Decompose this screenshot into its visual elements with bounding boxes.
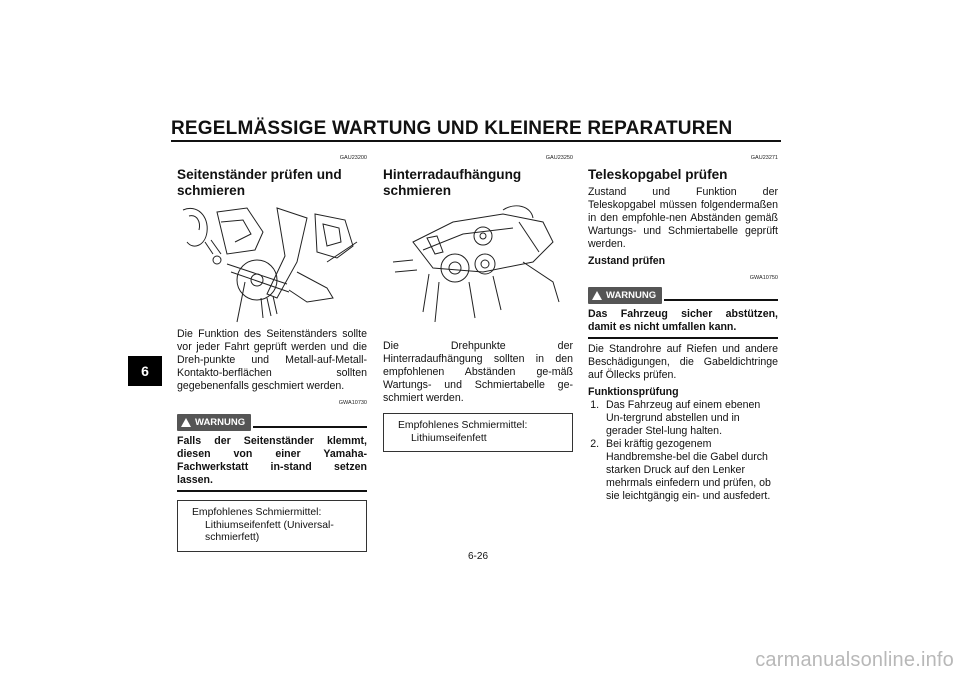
warning-code: GWA10750	[749, 275, 778, 281]
warning-end-rule	[588, 337, 778, 339]
warning-text: Falls der Seitenständer klemmt, diesen von einer Yamaha-Fachwerkstatt in-stand setzen lassen.	[177, 435, 367, 486]
sidestand-illustration	[177, 202, 367, 324]
warning-text: Das Fahrzeug sicher abstützen, damit es nicht umfallen kann.	[588, 308, 778, 333]
warning-end-rule	[177, 490, 367, 492]
list-item: 2. Bei kräftig gezogenem Handbremshe-bel die Gabel durch starken Druck auf den Lenker mehrmals einfedern und prüfen, ob sie leichtgängig ein- und ausfedert.	[602, 438, 778, 503]
function-steps	[588, 399, 778, 503]
function-label: Funktionsprüfung	[588, 386, 679, 398]
warning-badge	[177, 414, 251, 431]
page-title: REGELMÄSSIGE WARTUNG UND KLEINERE REPARATUREN	[171, 118, 733, 139]
lubricant-title: Empfohlenes Schmiermittel:	[398, 420, 528, 431]
condition-text: Die Standrohre auf Riefen und andere Beschädigungen, die Gabeldichtringe auf Öllecks prüfen.	[588, 343, 778, 381]
section-front-fork	[588, 152, 778, 503]
warning-rule	[253, 426, 367, 428]
warning-code: GWA10730	[338, 400, 367, 406]
section-heading: Seitenständer prüfen und schmieren	[177, 167, 342, 198]
warning-header	[588, 287, 778, 304]
section-sidestand	[177, 152, 367, 552]
section-heading: Teleskopgabel prüfen	[588, 167, 728, 182]
section-intro: Zustand und Funktion der Teleskopgabel müssen folgendermaßen in den empfohle-nen Abständen gemäß Wartungs- und Schmiertabelle geprüft werden.	[588, 186, 778, 250]
warning-badge	[588, 287, 662, 304]
lubricant-box	[177, 500, 367, 552]
warning-triangle-icon	[592, 291, 602, 300]
chapter-tab: 6	[128, 356, 162, 386]
page-number: 6-26	[468, 551, 489, 562]
warning-triangle-icon	[181, 418, 191, 427]
section-paragraph: Die Funktion des Seitenständers sollte vor jeder Fahrt geprüft werden und die Dreh-punkte und Metall-auf-Metall-Kontakto-berflächen sollten gegebenenfalls geschmiert werden.	[177, 328, 367, 392]
list-item: 1. Das Fahrzeug auf einem ebenen Un-tergrund abstellen und in gerader Stel-lung halten.	[602, 399, 778, 438]
section-code: GAU23271	[750, 155, 778, 161]
warning-label: WARNUNG	[195, 417, 246, 428]
lubricant-box	[383, 413, 573, 452]
section-heading: Hinterradaufhängung schmieren	[383, 167, 522, 198]
watermark: carmanualsonline.info	[755, 649, 954, 671]
section-code: GAU23200	[339, 155, 367, 161]
lubricant-title: Empfohlenes Schmiermittel:	[192, 507, 322, 518]
section-code: GAU23250	[545, 155, 573, 161]
lubricant-value: Lithiumseifenfett (Universal-schmierfett)	[205, 519, 334, 543]
lubricant-value: Lithiumseifenfett	[411, 432, 487, 444]
title-rule	[171, 140, 781, 142]
section-rear-suspension	[383, 152, 573, 452]
warning-header	[177, 414, 367, 431]
condition-label: Zustand prüfen	[588, 255, 666, 267]
rear-suspension-illustration	[383, 202, 573, 330]
warning-label: WARNUNG	[606, 290, 657, 301]
warning-rule	[664, 299, 778, 301]
section-paragraph: Die Drehpunkte der Hinterradaufhängung sollten in den empfohlenen Abständen ge-mäß Wartungs- und Schmiertabelle ge-schmiert werden.	[383, 340, 573, 404]
